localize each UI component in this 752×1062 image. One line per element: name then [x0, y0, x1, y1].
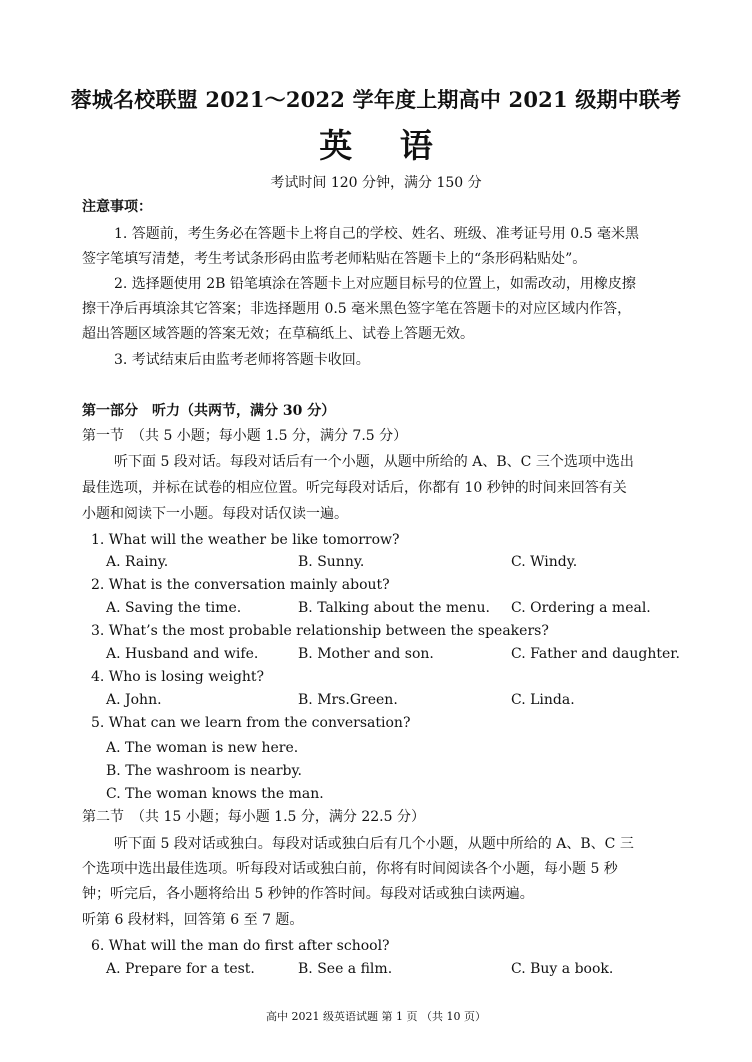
- note-line: 1. 答题前，考生务必在答题卡上将自己的学校、姓名、班级、准考证号用 0.5 毫米黑: [114, 226, 639, 242]
- section2-instruction: 钟；听完后，各小题将给出 5 秒钟的作答时间。每段对话或独白读两遍。: [82, 886, 534, 902]
- question-5: 5. What can we learn from the conversation?: [91, 715, 411, 731]
- section1-instruction: 听下面 5 段对话。每段对话后有一个小题，从题中所给的 A、B、C 三个选项中选出: [114, 454, 634, 470]
- question-4: 4. Who is losing weight?: [91, 669, 265, 685]
- exam-meta: 考试时间 120 分钟，满分 150 分: [270, 175, 482, 191]
- q6-option-b: B. See a film.: [298, 961, 393, 977]
- q3-option-b: B. Mother and son.: [298, 646, 434, 662]
- q5-option-a: A. The woman is new here.: [106, 740, 299, 756]
- q3-option-c: C. Father and daughter.: [511, 646, 680, 662]
- note-line: 3. 考试结束后由监考老师将答题卡收回。: [114, 352, 370, 368]
- notes-heading: 注意事项：: [82, 199, 152, 215]
- q1-option-a: A. Rainy.: [106, 554, 169, 570]
- q6-option-c: C. Buy a book.: [511, 961, 614, 977]
- question-2: 2. What is the conversation mainly about?: [91, 577, 390, 593]
- q5-option-b: B. The washroom is nearby.: [106, 763, 302, 779]
- section1-instruction: 小题和阅读下一小题。每段对话仅读一遍。: [82, 506, 348, 522]
- question-1: 1. What will the weather be like tomorrow?: [91, 532, 400, 548]
- q1-option-c: C. Windy.: [511, 554, 578, 570]
- q1-option-b: B. Sunny.: [298, 554, 365, 570]
- material-label: 听第 6 段材料，回答第 6 至 7 题。: [82, 912, 304, 928]
- q4-option-b: B. Mrs.Green.: [298, 692, 398, 708]
- section2-instruction: 听下面 5 段对话或独白。每段对话或独白后有几个小题，从题中所给的 A、B、C 三: [114, 836, 634, 852]
- note-line: 2. 选择题使用 2B 铅笔填涂在答题卡上对应题目标号的位置上，如需改动，用橡皮擦: [114, 276, 636, 292]
- page-footer: 高中 2021 级英语试题 第 1 页 （共 10 页）: [266, 1010, 486, 1023]
- exam-title: 蓉城名校联盟 2021～2022 学年度上期高中 2021 级期中联考: [70, 87, 682, 112]
- subject-title: 英 语: [319, 126, 451, 165]
- q2-option-a: A. Saving the time.: [106, 600, 242, 616]
- q3-option-a: A. Husband and wife.: [106, 646, 259, 662]
- q4-option-c: C. Linda.: [511, 692, 575, 708]
- section1-heading: 第一节 （共 5 小题；每小题 1.5 分，满分 7.5 分）: [82, 428, 408, 444]
- section1-instruction: 最佳选项，并标在试卷的相应位置。听完每段对话后，你都有 10 秒钟的时间来回答有关: [82, 480, 627, 496]
- q2-option-c: C. Ordering a meal.: [511, 600, 651, 616]
- section2-heading: 第二节 （共 15 小题；每小题 1.5 分，满分 22.5 分）: [82, 809, 425, 825]
- note-line: 擦干净后再填涂其它答案；非选择题用 0.5 毫米黑色签字笔在答题卡的对应区域内作答，: [82, 301, 632, 317]
- question-3: 3. What’s the most probable relationship between the speakers?: [91, 623, 549, 639]
- note-line: 超出答题区域答题的答案无效；在草稿纸上、试卷上答题无效。: [82, 326, 474, 342]
- note-line: 签字笔填写清楚，考生考试条形码由监考老师粘贴在答题卡上的“条形码粘贴处”。: [82, 251, 587, 267]
- part1-heading: 第一部分 听力（共两节，满分 30 分）: [82, 403, 336, 419]
- q6-option-a: A. Prepare for a test.: [106, 961, 255, 977]
- q2-option-b: B. Talking about the menu.: [298, 600, 490, 616]
- q4-option-a: A. John.: [106, 692, 162, 708]
- q5-option-c: C. The woman knows the man.: [106, 786, 324, 802]
- question-6: 6. What will the man do first after school?: [91, 938, 390, 954]
- section2-instruction: 个选项中选出最佳选项。听每段对话或独白前，你将有时间阅读各个小题，每小题 5 秒: [82, 861, 618, 877]
